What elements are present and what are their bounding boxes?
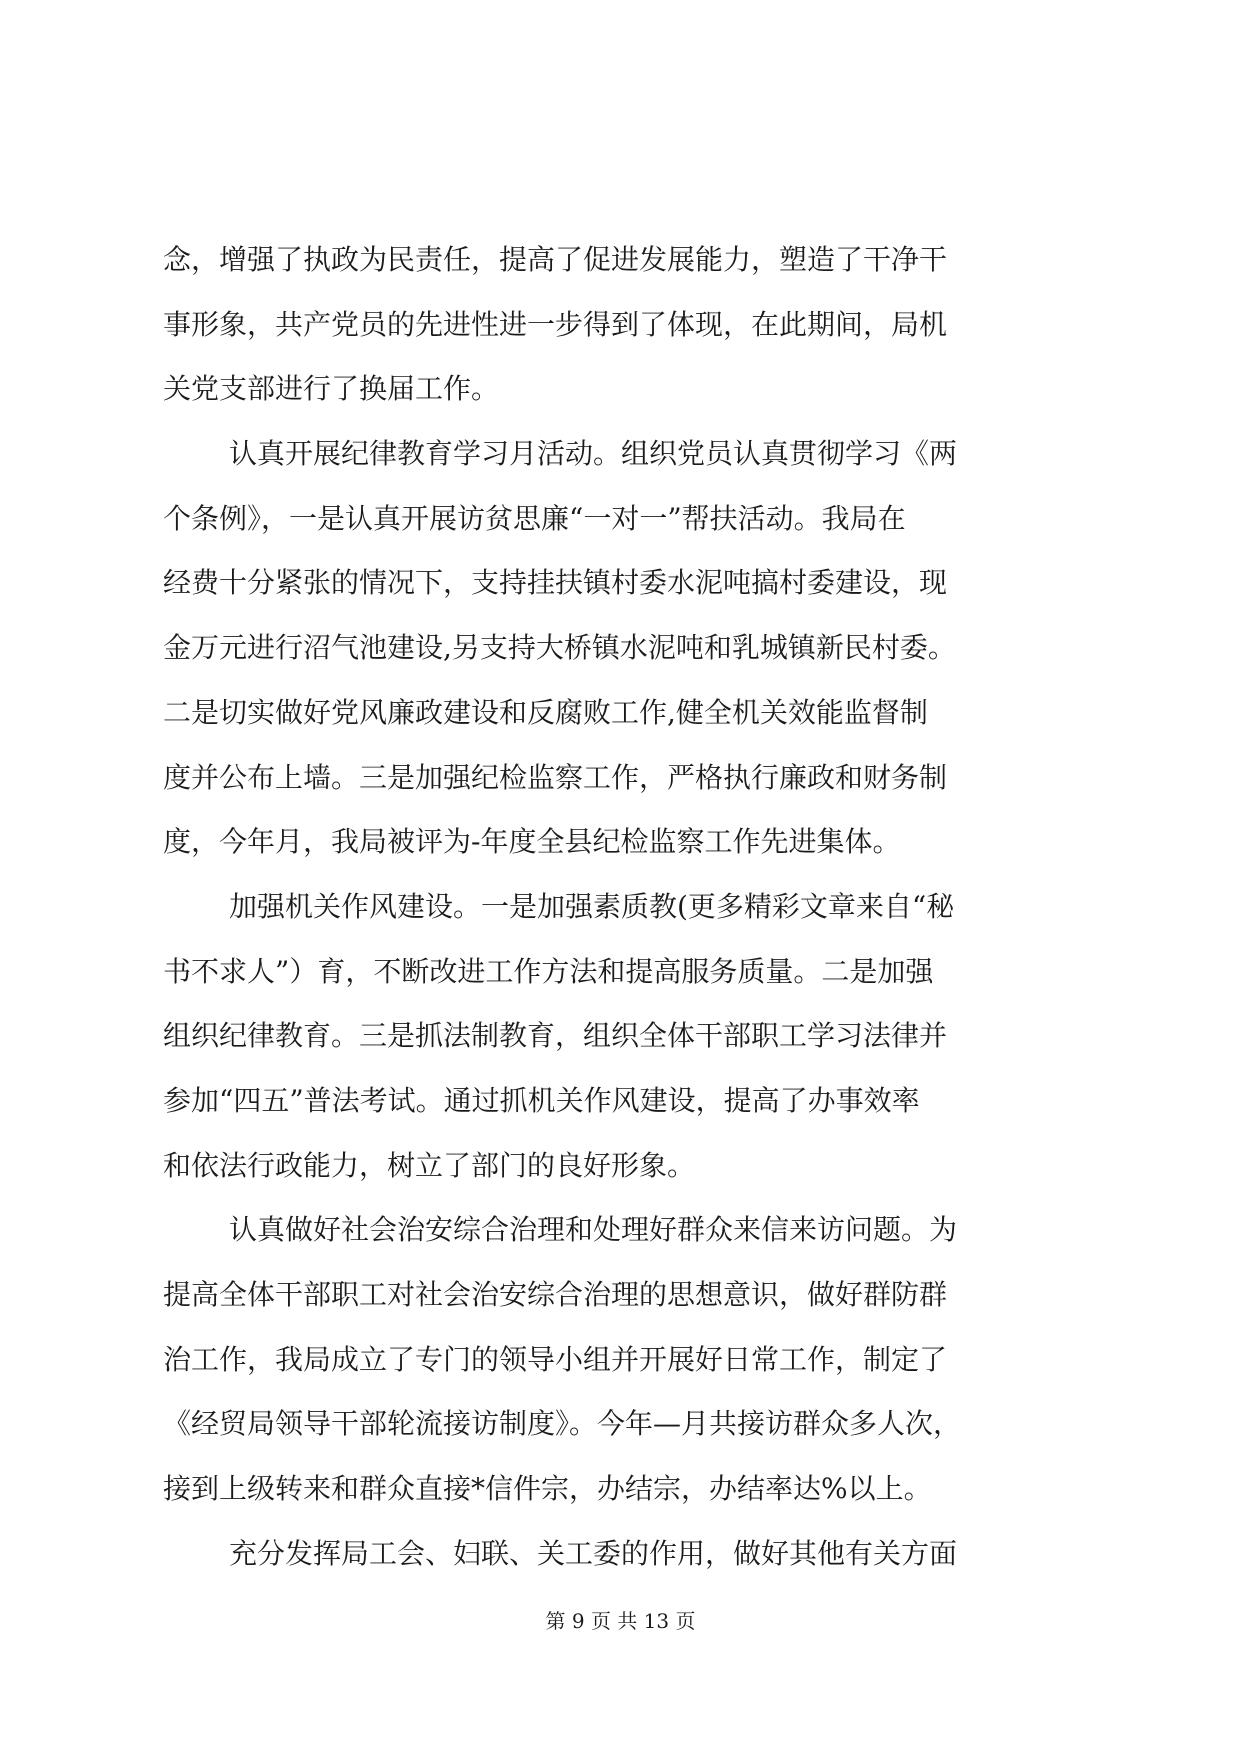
paragraph-first-line: 充分发挥局工会、妇联、关工委的作用，做好其他有关方面 xyxy=(229,1536,958,1570)
text-line: 金万元进行沼气池建设,另支持大桥镇水泥吨和乳城镇新民村委。 xyxy=(163,631,956,665)
text-line: 念，增强了执政为民责任，提高了促进发展能力，塑造了干净干 xyxy=(163,243,948,276)
text-line: 度，今年月，我局被评为-年度全县纪检监察工作先进集体。 xyxy=(163,825,901,859)
page-footer: 第 9 页 共 13 页 xyxy=(545,1609,696,1633)
text-line: 组织纪律教育。三是抓法制教育，组织全体干部职工学习法律并 xyxy=(163,1019,948,1053)
text-line: 事形象，共产党员的先进性进一步得到了体现，在此期间，局机 xyxy=(163,307,948,341)
text-line: 关党支部进行了换届工作。 xyxy=(163,372,500,406)
text-line: 提高全体干部职工对社会治安综合治理的思想意识，做好群防群 xyxy=(163,1278,948,1311)
text-line: 度并公布上墙。三是加强纪检监察工作，严格执行廉政和财务制 xyxy=(163,760,948,794)
paragraph-first-line: 认真做好社会治安综合治理和处理好群众来信来访问题。为 xyxy=(229,1213,958,1247)
text-line: 二是切实做好党风廉政建设和反腐败工作,健全机关效能监督制 xyxy=(163,695,928,729)
text-line: 经费十分紧张的情况下，支持挂扶镇村委水泥吨搞村委建设，现 xyxy=(163,566,948,600)
text-line: 书不求人”）育，不断改进工作方法和提高服务质量。二是加强 xyxy=(163,954,934,988)
text-line: 个条例》，一是认真开展访贫思廉“一对一”帮扶活动。我局在 xyxy=(163,501,906,535)
text-line: 接到上级转来和群众直接*信件宗，办结宗，办结率达%以上。 xyxy=(163,1472,932,1506)
document-body xyxy=(163,228,1081,1586)
paragraph-first-line: 加强机关作风建设。一是加强素质教(更多精彩文章来自“秘 xyxy=(229,889,955,923)
paragraph-first-line: 认真开展纪律教育学习月活动。组织党员认真贯彻学习《两 xyxy=(229,437,958,471)
text-line: 《经贸局领导干部轮流接访制度》。今年—月共接访群众多人次， xyxy=(163,1407,962,1441)
text-line: 参加“四五”普法考试。通过抓机关作风建设，提高了办事效率 xyxy=(163,1083,920,1117)
text-line: 治工作，我局成立了专门的领导小组并开展好日常工作，制定了 xyxy=(163,1342,948,1376)
text-line: 和依法行政能力，树立了部门的良好形象。 xyxy=(163,1148,696,1182)
